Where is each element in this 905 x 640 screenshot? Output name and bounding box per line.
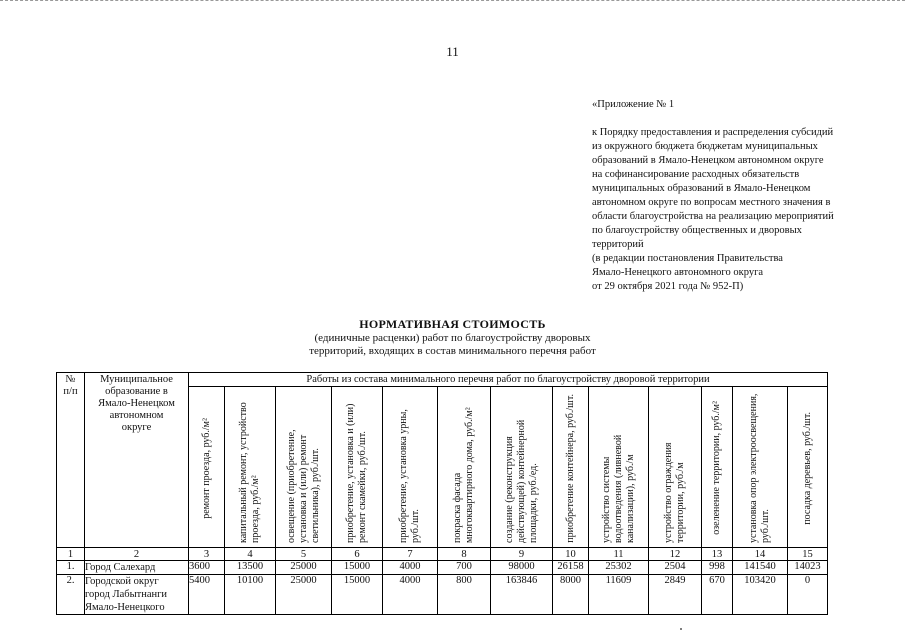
cost-value: 14023 <box>788 561 828 575</box>
cost-value: 998 <box>702 561 733 575</box>
cost-value: 11609 <box>589 575 649 615</box>
cost-value: 700 <box>438 561 491 575</box>
row-number: 2. <box>57 575 85 615</box>
column-number: 10 <box>553 548 589 561</box>
cost-value: 13500 <box>225 561 276 575</box>
work-header-10 <box>553 387 589 548</box>
work-header-3 <box>189 387 225 548</box>
cost-value: 4000 <box>383 561 438 575</box>
column-number: 3 <box>189 548 225 561</box>
column-number: 5 <box>276 548 332 561</box>
column-number: 14 <box>733 548 788 561</box>
work-header-8 <box>438 387 491 548</box>
cost-value: 25302 <box>589 561 649 575</box>
column-number: 15 <box>788 548 828 561</box>
column-number: 1 <box>57 548 85 561</box>
column-number: 12 <box>649 548 702 561</box>
table-row <box>57 575 828 615</box>
scan-speck <box>680 628 682 630</box>
cost-value: 800 <box>438 575 491 615</box>
cost-value: 0 <box>788 575 828 615</box>
column-number: 4 <box>225 548 276 561</box>
norm-cost-table <box>56 372 828 615</box>
work-header-14 <box>733 387 788 548</box>
appendix-body: к Порядку предоставления и распределения субсидий из окружного бюджета бюджетам муниципальных образований в Ямало-Ненецком автономном округе на софинансирование расходных обязательств муниципальных образований в Ямало-Ненецком автономном округе по вопросам местного значения в области благоустройства на реализацию мероприятий по благоустройству общественных и дворовых территорий (в редакции постановления Правительства Ямало-Ненецкого автономного округа от 29 октября 2021 года № 952-П) <box>592 127 834 292</box>
cost-value: 15000 <box>332 575 383 615</box>
cost-value: 26158 <box>553 561 589 575</box>
work-header-label: устройство системы водоотведения (ливневой канализации), руб./м <box>600 434 636 543</box>
work-header-label: покраска фасада многоквартирного дома, руб./м² <box>452 407 475 543</box>
appendix-block <box>592 98 892 294</box>
header-works-group: Работы из состава минимального перечня работ по благоустройству дворовой территории <box>189 373 828 387</box>
work-header-label: приобретение контейнера, руб./шт. <box>564 393 576 543</box>
work-header-4 <box>225 387 276 548</box>
column-number-row <box>57 548 828 561</box>
work-header-label: установка опор электроосвещения, руб./шт. <box>748 393 771 543</box>
column-number: 2 <box>85 548 189 561</box>
cost-value: 163846 <box>491 575 553 615</box>
document-heading <box>0 317 905 358</box>
work-header-label: озеленение территории, руб./м² <box>711 401 722 535</box>
cost-value: 103420 <box>733 575 788 615</box>
work-header-label: ремонт проезда, руб./м² <box>200 417 212 519</box>
cost-value: 98000 <box>491 561 553 575</box>
work-header-13 <box>702 387 733 548</box>
municipality-name: Город Салехард <box>85 561 189 575</box>
heading-title: НОРМАТИВНАЯ СТОИМОСТЬ <box>359 317 546 331</box>
appendix-title: «Приложение № 1 <box>592 99 675 110</box>
cost-value: 3600 <box>189 561 225 575</box>
cost-value: 15000 <box>332 561 383 575</box>
table-row <box>57 561 828 575</box>
work-header-label: устройство ограждения территории, руб./м <box>663 442 686 543</box>
work-header-label: освещение (приобретение, установка и (или) ремонт светильника), руб./шт. <box>285 429 321 543</box>
cost-value: 5400 <box>189 575 225 615</box>
heading-subtitle: (единичные расценки) работ по благоустройству дворовых территорий, входящих в состав минимального перечня работ <box>309 332 596 357</box>
work-header-6 <box>332 387 383 548</box>
work-header-15 <box>788 387 828 548</box>
work-header-label: капитальный ремонт, устройство проезда, руб./м² <box>238 402 261 543</box>
column-number: 11 <box>589 548 649 561</box>
work-header-12 <box>649 387 702 548</box>
work-header-11 <box>589 387 649 548</box>
column-number: 9 <box>491 548 553 561</box>
cost-value: 141540 <box>733 561 788 575</box>
cost-value: 10100 <box>225 575 276 615</box>
cost-value: 8000 <box>553 575 589 615</box>
row-number: 1. <box>57 561 85 575</box>
work-header-label: приобретение, установка урны, руб./шт. <box>398 409 421 543</box>
work-header-5 <box>276 387 332 548</box>
work-header-label: посадка деревьев, руб./шт. <box>801 411 813 525</box>
work-header-9 <box>491 387 553 548</box>
work-header-label: приобретение, установка и (или) ремонт скамейки, руб./шт. <box>345 403 368 543</box>
column-number: 6 <box>332 548 383 561</box>
cost-value: 4000 <box>383 575 438 615</box>
page-number: 11 <box>446 44 459 59</box>
column-number: 13 <box>702 548 733 561</box>
page-top-edge <box>0 0 905 3</box>
header-municipality: Муниципальное образование в Ямало-Ненецком автономном округе <box>85 373 189 548</box>
cost-value: 670 <box>702 575 733 615</box>
cost-value: 25000 <box>276 575 332 615</box>
column-number: 8 <box>438 548 491 561</box>
cost-value: 2504 <box>649 561 702 575</box>
work-header-7 <box>383 387 438 548</box>
header-no: № п/п <box>57 373 85 548</box>
column-number: 7 <box>383 548 438 561</box>
municipality-name: Городской округ город Лабытнанги Ямало-Ненецкого <box>85 575 189 615</box>
work-header-label: создание (реконструкция действующей) контейнерной площадки, руб./ед. <box>503 419 539 543</box>
cost-value: 2849 <box>649 575 702 615</box>
cost-value: 25000 <box>276 561 332 575</box>
